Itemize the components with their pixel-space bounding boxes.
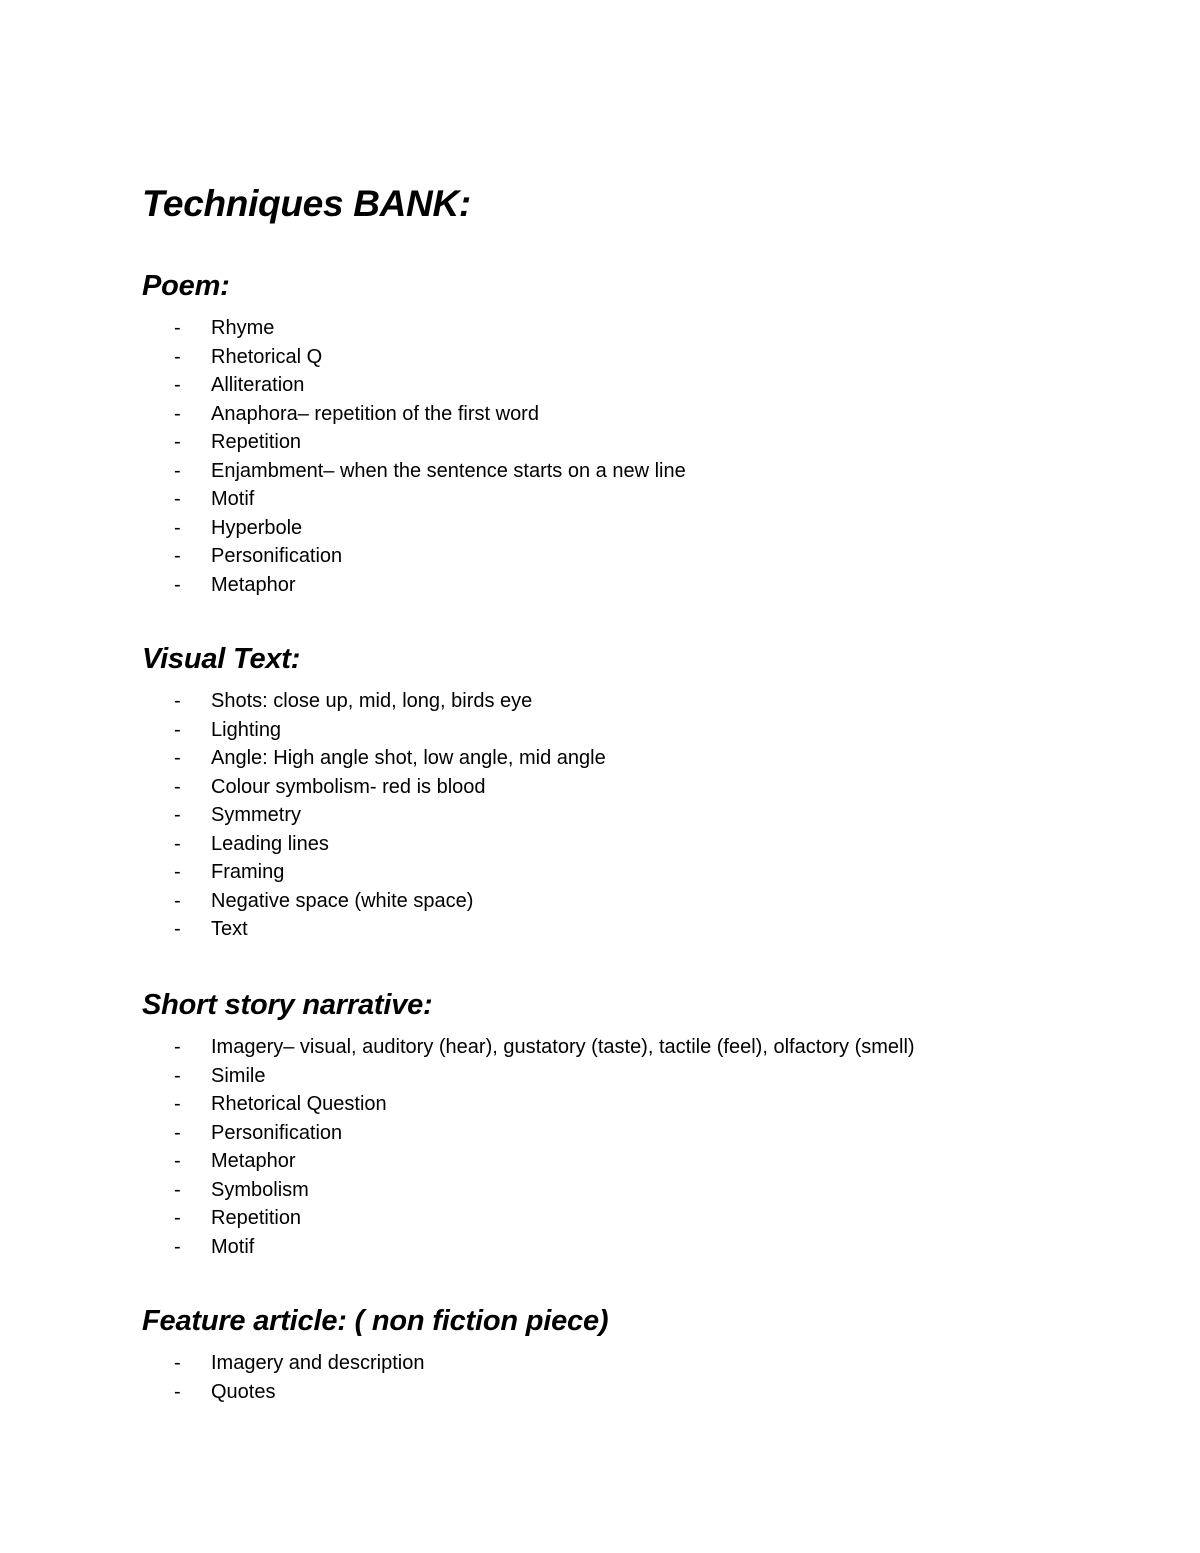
- list-item-text: Colour symbolism- red is blood: [211, 775, 486, 798]
- bullet-dash: -: [174, 1380, 181, 1403]
- list-item: [142, 514, 1142, 543]
- list-item-text: Symbolism: [211, 1178, 309, 1201]
- bullet-dash: -: [174, 804, 181, 826]
- section-poem: [142, 268, 1142, 599]
- bullet-dash: -: [174, 545, 181, 567]
- list-item-text: Metaphor: [211, 1150, 296, 1172]
- list-item: [142, 801, 1142, 830]
- bullet-dash: -: [174, 573, 181, 596]
- bullet-dash: -: [174, 690, 181, 712]
- list-item: [142, 1378, 1142, 1407]
- bullet-dash: -: [174, 861, 181, 883]
- bullet-dash: -: [174, 775, 181, 798]
- bullet-dash: -: [174, 488, 181, 510]
- bullet-dash: -: [174, 832, 181, 855]
- document-title: Techniques BANK:: [142, 183, 471, 224]
- section-heading-poem: Poem:: [142, 270, 230, 302]
- section-short-story-narrative: [142, 987, 1142, 1261]
- bullet-dash: -: [174, 1207, 181, 1229]
- list-item-text: Metaphor: [211, 573, 296, 596]
- bullet-dash: -: [174, 1121, 181, 1144]
- bullet-dash: -: [174, 1093, 181, 1115]
- bullet-dash: -: [174, 918, 181, 940]
- bullet-dash: -: [174, 459, 181, 482]
- section-visual-text: [142, 641, 1142, 944]
- bullet-dash: -: [174, 1235, 181, 1258]
- list-item-text: Enjambment– when the sentence starts on a new line: [211, 459, 686, 482]
- list-item-text: Framing: [211, 861, 285, 883]
- poem-technique-list: [142, 314, 1142, 599]
- list-item: [142, 542, 1142, 571]
- bullet-dash: -: [174, 1150, 181, 1172]
- list-item: [142, 371, 1142, 400]
- list-item: [142, 428, 1142, 457]
- bullet-dash: -: [174, 402, 181, 425]
- list-item-text: Hyperbole: [211, 516, 303, 539]
- list-item: [142, 1062, 1142, 1091]
- list-item-text: Motif: [211, 488, 255, 510]
- list-item-text: Quotes: [211, 1380, 276, 1403]
- section-heading-visual-text: Visual Text:: [142, 643, 301, 675]
- list-item: [142, 457, 1142, 486]
- list-item-text: Personification: [211, 1121, 343, 1144]
- list-item: [142, 858, 1142, 887]
- bullet-dash: -: [174, 747, 181, 769]
- list-item-text: Text: [211, 918, 248, 940]
- bullet-dash: -: [174, 1036, 181, 1058]
- list-item-text: Repetition: [211, 1207, 302, 1229]
- list-item: [142, 400, 1142, 429]
- bullet-dash: -: [174, 1352, 181, 1374]
- list-item-text: Rhetorical Q: [211, 345, 323, 368]
- list-item-text: Motif: [211, 1235, 255, 1258]
- visual-text-technique-list: [142, 687, 1142, 944]
- list-item-text: Negative space (white space): [211, 889, 474, 912]
- list-item: [142, 1176, 1142, 1205]
- list-item-text: Imagery and description: [211, 1352, 425, 1374]
- list-item: [142, 1090, 1142, 1119]
- section-heading-short-story-narrative: Short story narrative:: [142, 989, 433, 1021]
- list-item: [142, 915, 1142, 944]
- list-item-text: Angle: High angle shot, low angle, mid angle: [211, 747, 606, 769]
- list-item: [142, 485, 1142, 514]
- bullet-dash: -: [174, 1178, 181, 1201]
- section-heading-feature-article: Feature article: ( non fiction piece): [142, 1305, 609, 1337]
- list-item-text: Personification: [211, 545, 343, 567]
- bullet-dash: -: [174, 317, 181, 339]
- list-item: [142, 830, 1142, 859]
- list-item-text: Repetition: [211, 431, 302, 453]
- list-item: [142, 1033, 1142, 1062]
- list-item-text: Symmetry: [211, 804, 301, 826]
- bullet-dash: -: [174, 516, 181, 539]
- list-item: [142, 343, 1142, 372]
- short-story-technique-list: [142, 1033, 1142, 1261]
- list-item: [142, 1147, 1142, 1176]
- list-item: [142, 1204, 1142, 1233]
- bullet-dash: -: [174, 1064, 181, 1087]
- list-item: [142, 716, 1142, 745]
- list-item-text: Lighting: [211, 718, 282, 741]
- list-item: [142, 1349, 1142, 1378]
- bullet-dash: -: [174, 718, 181, 741]
- section-feature-article: [142, 1303, 1142, 1406]
- bullet-dash: -: [174, 889, 181, 912]
- list-item: [142, 687, 1142, 716]
- list-item: [142, 1233, 1142, 1262]
- list-item: [142, 314, 1142, 343]
- list-item-text: Alliteration: [211, 374, 305, 396]
- list-item-text: Simile: [211, 1064, 266, 1087]
- list-item-text: Anaphora– repetition of the first word: [211, 402, 539, 425]
- list-item-text: Leading lines: [211, 832, 329, 855]
- bullet-dash: -: [174, 345, 181, 368]
- feature-article-technique-list: [142, 1349, 1142, 1406]
- list-item: [142, 571, 1142, 600]
- list-item: [142, 744, 1142, 773]
- list-item: [142, 1119, 1142, 1148]
- bullet-dash: -: [174, 431, 181, 453]
- bullet-dash: -: [174, 374, 181, 396]
- list-item: [142, 773, 1142, 802]
- list-item-text: Rhyme: [211, 317, 275, 339]
- list-item-text: Rhetorical Question: [211, 1093, 387, 1115]
- list-item-text: Shots: close up, mid, long, birds eye: [211, 690, 533, 712]
- list-item: [142, 887, 1142, 916]
- list-item-text: Imagery– visual, auditory (hear), gustatory (taste), tactile (feel), olfactory (smell): [211, 1036, 915, 1058]
